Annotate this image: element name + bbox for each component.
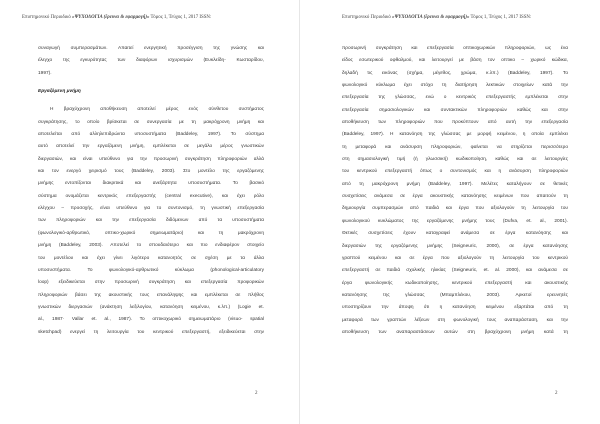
text-line: φωνολογικού κυκλώματος της εργαζόμενης μνήμης τους (Dufva, et. al., 2001). xyxy=(342,218,568,224)
body-text xyxy=(342,43,568,339)
running-header xyxy=(22,15,211,20)
header-journal-title: «ΨΥΧΟΛΟΓΙΑ (έρευνα & εφαρμογή)» xyxy=(392,15,470,20)
header-volume-info: Τόμος 1, Τεύχος 1, 2017 ISSN: xyxy=(470,15,532,20)
text-line: από τη μακρόχρονη μνήμη (Baddeley, 1997). Μελέτες καταλήγουν σε θετικές xyxy=(342,181,568,187)
text-line: κατανόησης της γλώσσας (Μπαμπλέκου, 2003). Αρκετοί ερευνητές xyxy=(342,292,568,298)
text-line: αποθήκευση των αναπαραστάσεων αυτών στη βραχύχρονη μνήμη κατά τη xyxy=(342,329,568,335)
text-line: μνήμη (Baddeley, 2003). Αποτελεί το σπουδαιότερο και πιο ενδιαφέρον στοιχείο xyxy=(38,243,264,249)
text-line: 1997). xyxy=(38,70,52,76)
text-line: loop) εξειδικεύεται στην προσωρινή συγκράτηση και επεξεργασία προφορικών xyxy=(38,280,264,286)
text-line: επεξεργαστή σε παιδιά σχολικής ηλικίας (Seigneuric, et. al. 2000), και ανάμεσα σε xyxy=(342,268,568,274)
text-line: φωνολογικό κύκλωμα έχει στόχο τη διατήρηση λεκτικών στοιχείων κατά την xyxy=(342,83,568,89)
text-line: τη μεταφορά και ανάσυρση πληροφοριών, φαίνεται να στηρίζεται περισσότερο xyxy=(342,144,568,150)
text-line: γραπτού κειμένου και σε έργα που αξιολογούν τη λειτουργία του κεντρικού xyxy=(342,255,568,261)
text-line: (Baddeley, 1997). Η κατανόηση της γλώσσας με μορφή κειμένου, η οποία εμπλέκει xyxy=(342,132,568,138)
right-page xyxy=(300,0,600,424)
text-line: ελέγχου – προσοχής, είναι υπεύθυνο για το συντονισμό, τη γνωστική επεξεργασία xyxy=(38,206,264,212)
text-line: επεξεργασία της γλώσσας, ενώ ο κεντρικός επεξεργαστής εμπλέκεται στην xyxy=(342,95,568,101)
text-line: συναγωγή συμπερασμάτων. Απαιτεί ενεργητική προσέγγιση της γνώσης και xyxy=(38,46,264,51)
text-line: των πληροφοριών και την επεξεργασία διδόμενων από τα υποσυστήματα xyxy=(38,218,264,224)
text-line: sketchpad) ενεργεί τη λειτουργία του κεντρικού επεξεργαστή, εξειδικεύεται στην xyxy=(38,329,264,335)
text-line: αποθήκευση των πληροφοριών που προκύπτουν από αυτή την επεξεργασία xyxy=(342,120,568,126)
header-journal-prefix: Επιστημονικό Περιοδικό xyxy=(22,15,71,20)
header-volume-info: Τόμος 1, Τεύχος 1, 2017 ISSN: xyxy=(150,15,212,20)
text-line: γνωστικών διεργασιών (ανάκτηση λεξιλογίου, κατανόηση κειμένου, κ.λπ.) (Logie et. xyxy=(38,304,264,310)
header-journal-prefix: Επιστημονικό Περιοδικό xyxy=(342,15,391,20)
text-line: διεργασιών, και είναι υπεύθυνο για την προσωρινή συγκράτηση πληροφοριών αλλά xyxy=(38,156,264,162)
text-line: υποσυστήματα. Το φωνολογικό-αρθρωτικό κύκλωμα (phonological-articulatory xyxy=(38,267,264,273)
text-line: έργα φωνολογικής κωδικοποίησης, κεντρικού επεξεργαστή και ακουστικής xyxy=(342,280,568,286)
running-header xyxy=(342,15,531,20)
text-line: δημιουργία συμπερασμών από παιδιά και έργα που αξιολογούν τη λειτουργία του xyxy=(342,206,568,212)
page-number: 2 xyxy=(255,391,258,396)
text-line: al., 1987· Vallar et. al., 1987). Το οπτικοχωρικό σημειωματάριο (visuo- spatial xyxy=(38,317,264,323)
text-line: υποστηρίζουν την άποψη ότι η κατανόηση κειμένου εξαρτάται από τη xyxy=(342,305,568,311)
text-line: σύστημα ονομάζεται κεντρικός επεξεργαστής (central executive), και έχει ρόλο xyxy=(38,193,264,199)
text-line: μεταφορά των γραπτών λέξεων στη φωνολογική τους αναπαράσταση, και την xyxy=(342,317,568,323)
text-line: δηλαδή τις εικόνας (σχήμα, μέγεθος, χρώμα, κ.λπ.) (Baddeley, 1997). Το xyxy=(342,70,568,76)
text-line: αποτελείται από αλληλεπιδρώντα υποσυστήματα (Baddeley, 1997). Το σύστημα xyxy=(38,132,264,138)
section-heading: Εργαζόμενη μνήμη xyxy=(38,89,81,95)
text-line: πληροφοριών βάσει της ακουστικής τους επανάληψης και εμπλέκεται σε πλήθος xyxy=(38,292,264,298)
page-number: 2 xyxy=(555,391,558,396)
text-line: συσχετίσεις ανάμεσα σε έργα ακουστικής κατανόησης κειμένων που απαιτούν τη xyxy=(342,194,568,200)
text-line: διεργασιών της εργαζόμενης μνήμης (Seigneuric, 2000), σε έργα κατανόησης xyxy=(342,243,568,249)
text-line: έλεγχο της εγκυρότητας των διαφόρων ισχυρισμών (Ευκλείδη- Κωσταρίδου, xyxy=(38,58,264,64)
text-line: επεξεργασία σημασιολογικών και συντακτικών πληροφοριών καθώς και στην xyxy=(342,107,568,113)
text-line: μνήμης εντοπίζονται διακριτικά και ανεξάρτητα υποσυστήματα. Το βασικό xyxy=(38,181,264,187)
text-line: και τον ενεργό χειρισμό τους (Baddeley, 2003). Στο μοντέλο της εργαζόμενης xyxy=(38,169,264,175)
text-line: του κεντρικού επεξεργαστή όπως ο συντονισμός και η ανάσυρση πληροφοριών xyxy=(342,169,568,175)
body-text xyxy=(38,43,264,339)
text-line: αυτό αποτελεί την εργαζόμενη μνήμη, εμπλέκεται σε μεγάλο μέρος γνωστικών xyxy=(38,144,264,150)
text-line: του μοντέλου και έχει γίνει λιγότερο κατανοητός σε σχέση με τα άλλα xyxy=(38,255,264,261)
text-line: Η βραχύχρονη αποθήκευση αποτελεί μέρος ενός σύνθετου συστήματος xyxy=(50,107,264,113)
text-line: είδος εσωτερικού οφθαλμού, και λειτουργεί με βάση τον οπτικο – χωρικό κώδικα, xyxy=(342,58,568,64)
header-journal-title: «ΨΥΧΟΛΟΓΙΑ (έρευνα & εφαρμογή)» xyxy=(72,15,150,20)
text-line: προσωρινή συγκράτηση και επεξεργασία οπτικοχωρικών πληροφοριών, ως ένα xyxy=(342,46,568,51)
text-line: (φωνολογικό-αρθρωτικό, οπτικο-χωρικό σημειωματάριο) και τη μακρόχρονη xyxy=(38,230,264,236)
text-line: στη σημασιολογική τιμή (ή γλωσσική) κωδικοποίηση, καθώς και σε λειτουργίες xyxy=(342,157,568,163)
text-line: Θετικές συσχετίσεις έχουν καταγραφεί ανάμεσα σε έργα κατανόησης και xyxy=(342,231,568,237)
text-line: συγκράτησης, το οποίο βρίσκεται σε συνεργασία με τη μακρόχρονη μνήμη και xyxy=(38,119,264,125)
